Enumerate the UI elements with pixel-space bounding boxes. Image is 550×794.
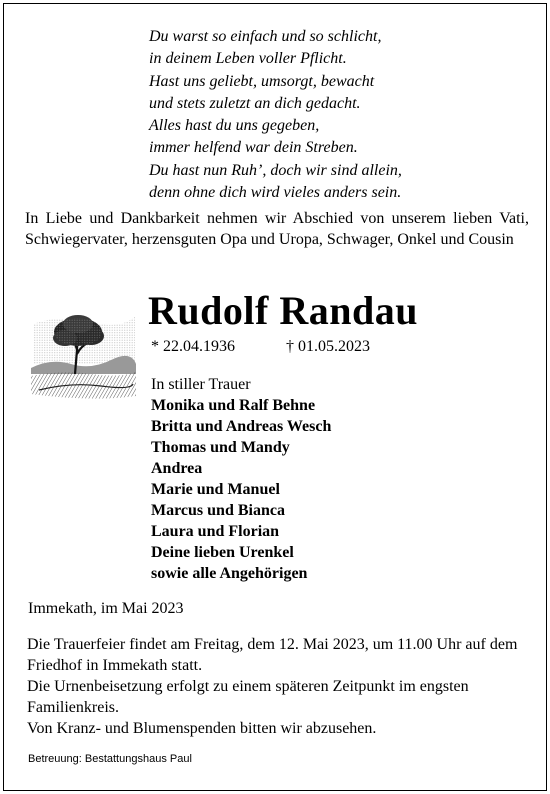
funeral-info-line: Von Kranz- und Blumenspenden bitten wir abzusehen. bbox=[27, 720, 377, 737]
funeral-info-line: Die Trauerfeier findet am Freitag, dem 12. Mai 2023, um 11.00 Uhr auf dem Friedhof in Immekath statt. bbox=[27, 636, 518, 674]
tree-landscape-image bbox=[31, 294, 136, 406]
funeral-home-credit: Betreuung: Bestattungshaus Paul bbox=[28, 753, 192, 765]
poem-line: Du hast nun Ruh’, doch wir sind allein, bbox=[149, 161, 402, 179]
intro-text bbox=[25, 208, 529, 250]
mourner-entry: Marcus und Bianca bbox=[151, 502, 285, 519]
poem bbox=[149, 26, 449, 204]
poem-line: immer helfend war dein Streben. bbox=[149, 139, 358, 157]
mourner-entry: Britta und Andreas Wesch bbox=[151, 418, 332, 435]
obituary-notice bbox=[3, 3, 547, 791]
poem-line: Du warst so einfach und so schlicht, bbox=[149, 28, 382, 45]
place-date: Immekath, im Mai 2023 bbox=[28, 600, 184, 617]
poem-line: in deinem Leben voller Pflicht. bbox=[149, 50, 347, 68]
mourner-entry: Thomas und Mandy bbox=[151, 439, 290, 456]
mourner-entry: Andrea bbox=[151, 460, 203, 477]
poem-line: Hast uns geliebt, umsorgt, bewacht bbox=[149, 72, 375, 90]
mourner-entry: Marie und Manuel bbox=[151, 481, 280, 498]
death-date: † 01.05.2023 bbox=[286, 338, 370, 355]
mourners-heading: In stiller Trauer bbox=[151, 376, 251, 393]
poem-line: und stets zuletzt an dich gedacht. bbox=[149, 94, 361, 112]
intro-paragraph: In Liebe und Dankbarkeit nehmen wir Abschied von unserem lieben Vati, Schwiegervater, herzensguten Opa und Uropa, Schwager, Onkel und Cousin bbox=[25, 210, 529, 248]
mourner-entry: Laura und Florian bbox=[151, 523, 280, 540]
deceased-name: Rudolf Randau bbox=[148, 288, 418, 333]
funeral-info-line: Die Urnenbeisetzung erfolgt zu einem späteren Zeitpunkt im engsten Familienkreis. bbox=[27, 678, 469, 716]
mourner-entry: Monika und Ralf Behne bbox=[151, 397, 316, 414]
poem-line: denn ohne dich wird vieles anders sein. bbox=[149, 184, 402, 202]
birth-date: * 22.04.1936 bbox=[151, 338, 235, 355]
funeral-info bbox=[27, 634, 530, 739]
mourner-entry: sowie alle Angehörigen bbox=[151, 565, 308, 582]
poem-line: Alles hast du uns gegeben, bbox=[149, 117, 320, 135]
mourners-list bbox=[151, 374, 331, 584]
mourner-entry: Deine lieben Urenkel bbox=[151, 544, 294, 561]
